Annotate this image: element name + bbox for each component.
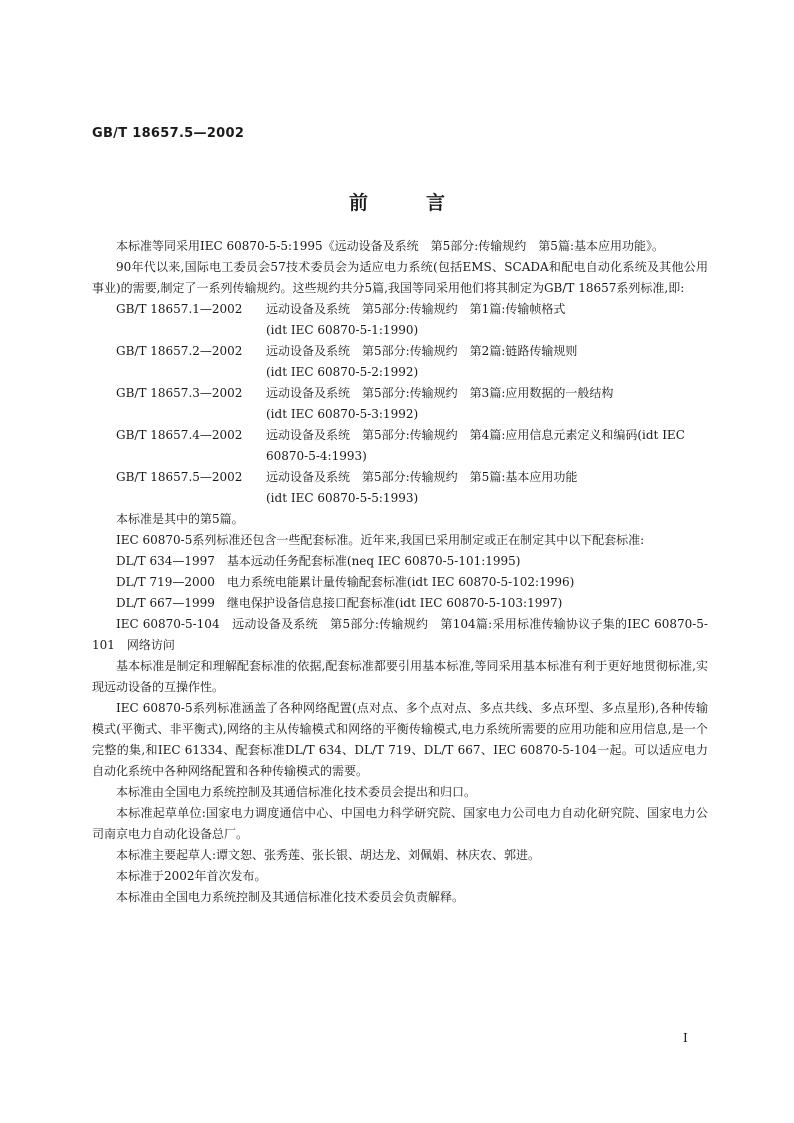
series-item-2 — [92, 341, 708, 383]
series-item-text — [266, 299, 708, 341]
series-item-title: 远动设备及系统 第5部分:传输规约 第5篇:基本应用功能 — [266, 470, 578, 484]
companion-item: DL/T 634—1997 基本远动任务配套标准(neq IEC 60870-5-101:1995) — [116, 554, 521, 568]
foreword-body — [92, 236, 708, 908]
standard-code-header: GB/T 18657.5—2002 — [92, 126, 245, 141]
series-item-text — [266, 467, 708, 509]
series-item-3 — [92, 383, 708, 425]
page-number: I — [683, 1031, 688, 1045]
paragraph-drafting-units: 本标准起草单位:国家电力调度通信中心、中国电力科学研究院、国家电力公司电力自动化研究院、国家电力公司南京电力自动化设备总厂。 — [92, 806, 708, 841]
series-item-title: 远动设备及系统 第5部分:传输规约 第4篇:应用信息元素定义和编码(idt IEC 60870-5-4:1993) — [266, 428, 685, 463]
series-item-title: 远动设备及系统 第5部分:传输规约 第2篇:链路传输规则 — [266, 344, 578, 358]
paragraph-adoption: 本标准等同采用IEC 60870-5-5:1995《远动设备及系统 第5部分:传输规约 第5篇:基本应用功能》。 — [116, 239, 664, 253]
series-item-text — [266, 341, 708, 383]
series-item-title: 远动设备及系统 第5部分:传输规约 第1篇:传输帧格式 — [266, 302, 566, 316]
series-item-4 — [92, 425, 708, 467]
series-item-code: GB/T 18657.5—2002 — [116, 470, 243, 484]
series-item-code: GB/T 18657.4—2002 — [116, 428, 243, 442]
series-item-idt: (idt IEC 60870-5-5:1993) — [266, 491, 419, 505]
paragraph-proposer: 本标准由全国电力系统控制及其通信标准化技术委员会提出和归口。 — [116, 785, 477, 799]
series-item-text — [266, 425, 708, 467]
paragraph-companion-intro: IEC 60870-5系列标准还包含一些配套标准。近年来,我国已采用制定或正在制定其中以下配套标准: — [116, 533, 645, 547]
series-item-code: GB/T 18657.2—2002 — [116, 344, 243, 358]
paragraph-background: 90年代以来,国际电工委员会57技术委员会为适应电力系统(包括EMS、SCADA和配电自动化系统及其他公用事业)的需要,制定了一系列传输规约。这些规约共分5篇,我国等同采用他们将其制定为GB/T 18657系列标准,即: — [92, 260, 708, 295]
paragraph-interpretation: 本标准由全国电力系统控制及其通信标准化技术委员会负责解释。 — [116, 890, 465, 904]
companion-item: DL/T 719—2000 电力系统电能累计量传输配套标准(idt IEC 60870-5-102:1996) — [116, 575, 575, 589]
series-item-code: GB/T 18657.3—2002 — [116, 386, 243, 400]
paragraph-fifth-part: 本标准是其中的第5篇。 — [116, 512, 244, 526]
paragraph-drafters: 本标准主要起草人:谭文恕、张秀莲、张长银、胡达龙、刘佩娟、林庆农、郭进。 — [116, 848, 541, 862]
series-item-1 — [92, 299, 708, 341]
series-item-idt: (idt IEC 60870-5-3:1992) — [266, 407, 419, 421]
series-item-idt: (idt IEC 60870-5-2:1992) — [266, 365, 419, 379]
paragraph-release: 本标准于2002年首次发布。 — [116, 869, 267, 883]
paragraph-iec-104: IEC 60870-5-104 远动设备及系统 第5部分:传输规约 第104篇:采用标准传输协议子集的IEC 60870-5-101 网络访问 — [92, 617, 708, 652]
series-item-5 — [92, 467, 708, 509]
paragraph-scope: IEC 60870-5系列标准涵盖了各种网络配置(点对点、多个点对点、多点共线、多点环型、多点星形),各种传输模式(平衡式、非平衡式),网络的主从传输模式和网络的平衡传输模式,电力系统所需要的应用功能和应用信息,是一个完整的集,和IEC 61334、配套标准DL/T 634、DL/T 719、DL/T 667、IEC 60870-5-104一起。可以适应电力自动化系统中各种网络配置和各种传输模式的需要。 — [92, 701, 708, 778]
series-item-idt: (idt IEC 60870-5-1:1990) — [266, 323, 419, 337]
companion-item: DL/T 667—1999 继电保护设备信息接口配套标准(idt IEC 60870-5-103:1997) — [116, 596, 563, 610]
series-list — [92, 299, 708, 509]
series-item-code: GB/T 18657.1—2002 — [116, 302, 243, 316]
series-item-text — [266, 383, 708, 425]
series-item-title: 远动设备及系统 第5部分:传输规约 第3篇:应用数据的一般结构 — [266, 386, 614, 400]
paragraph-basic-standard: 基本标准是制定和理解配套标准的依据,配套标准都要引用基本标准,等同采用基本标准有利于更好地贯彻标准,实现远动设备的互操作性。 — [92, 659, 708, 694]
page-title: 前言 — [348, 192, 503, 214]
companion-list — [92, 551, 708, 614]
